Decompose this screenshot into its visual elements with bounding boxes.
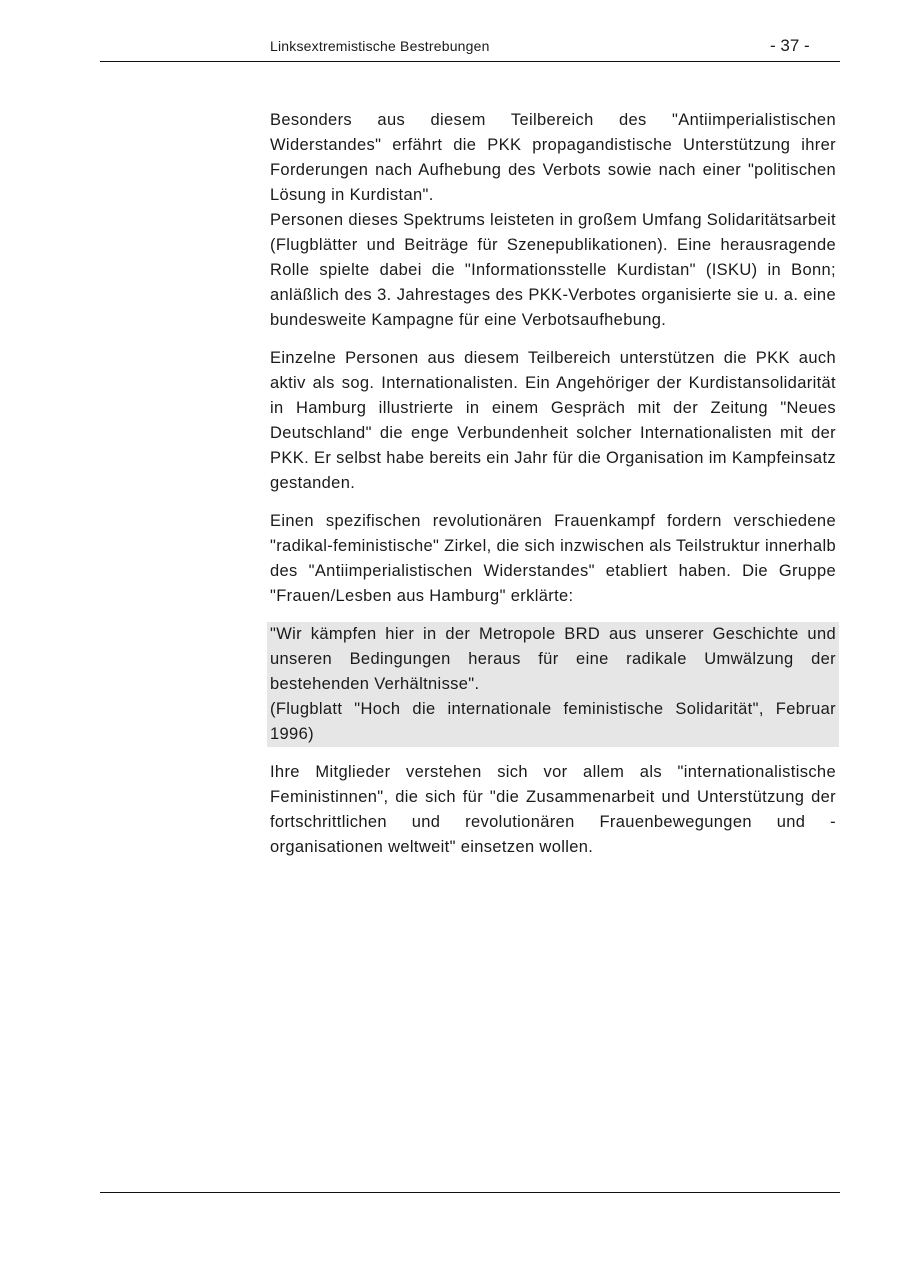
- paragraph-4: Einen spezifischen revolutionären Frauenkampf fordern verschiedene "radikal-feministische" Zirkel, die sich inzwischen als Teilstruktur innerhalb des "Antiimperialistischen Widerstandes" etabliert haben. Die Gruppe "Frauen/Lesben aus Hamburg" erklärte:: [270, 512, 836, 605]
- header-rule: [100, 61, 840, 62]
- footer-rule: [100, 1192, 840, 1193]
- paragraph-3: Einzelne Personen aus diesem Teilbereich unterstützen die PKK auch aktiv als sog. Internationalisten. Ein Angehöriger der Kurdistansolidarität in Hamburg illustrierte in einem Gespräch mit der Zeitung "Neues Deutschland" die enge Verbundenheit solcher Internationalisten mit der PKK. Er selbst habe bereits ein Jahr für die Organisation im Kampfeinsatz gestanden.: [270, 349, 836, 492]
- paragraph-2: Personen dieses Spektrums leisteten in großem Umfang Solidaritätsarbeit (Flugblätter und Beiträge für Szenepublikationen). Eine herausragende Rolle spielte dabei die "Informationsstelle Kurdistan" (ISKU) in Bonn; anläßlich des 3. Jahrestages des PKK-Verbotes organisierte sie u. a. eine bundesweite Kampagne für eine Verbotsaufhebung.: [270, 211, 836, 329]
- quote-source: (Flugblatt "Hoch die internationale feministische Solidarität", Februar 1996): [270, 700, 836, 743]
- quote-text: "Wir kämpfen hier in der Metropole BRD aus unserer Geschichte und unseren Bedingungen heraus für eine radikale Umwälzung der bestehenden Verhältnisse".: [270, 625, 836, 693]
- paragraph-1: Besonders aus diesem Teilbereich des "Antiimperialistischen Widerstandes" erfährt die PKK propagandistische Unterstützung ihrer Forderungen nach Aufhebung des Verbots sowie nach einer "politischen Lösung in Kurdistan".: [270, 111, 836, 204]
- main-text: [270, 108, 836, 873]
- page-number: - 37 -: [770, 36, 810, 55]
- running-header-title: Linksextremistische Bestrebungen: [270, 38, 490, 54]
- quote-block: [267, 622, 839, 747]
- paragraph-5: Ihre Mitglieder verstehen sich vor allem als "internationalistische Feministinnen", die sich für "die Zusammenarbeit und Unterstützung der fortschrittlichen und revolutionären Frauenbewegungen und -organisationen weltweit" einsetzen wollen.: [270, 763, 836, 856]
